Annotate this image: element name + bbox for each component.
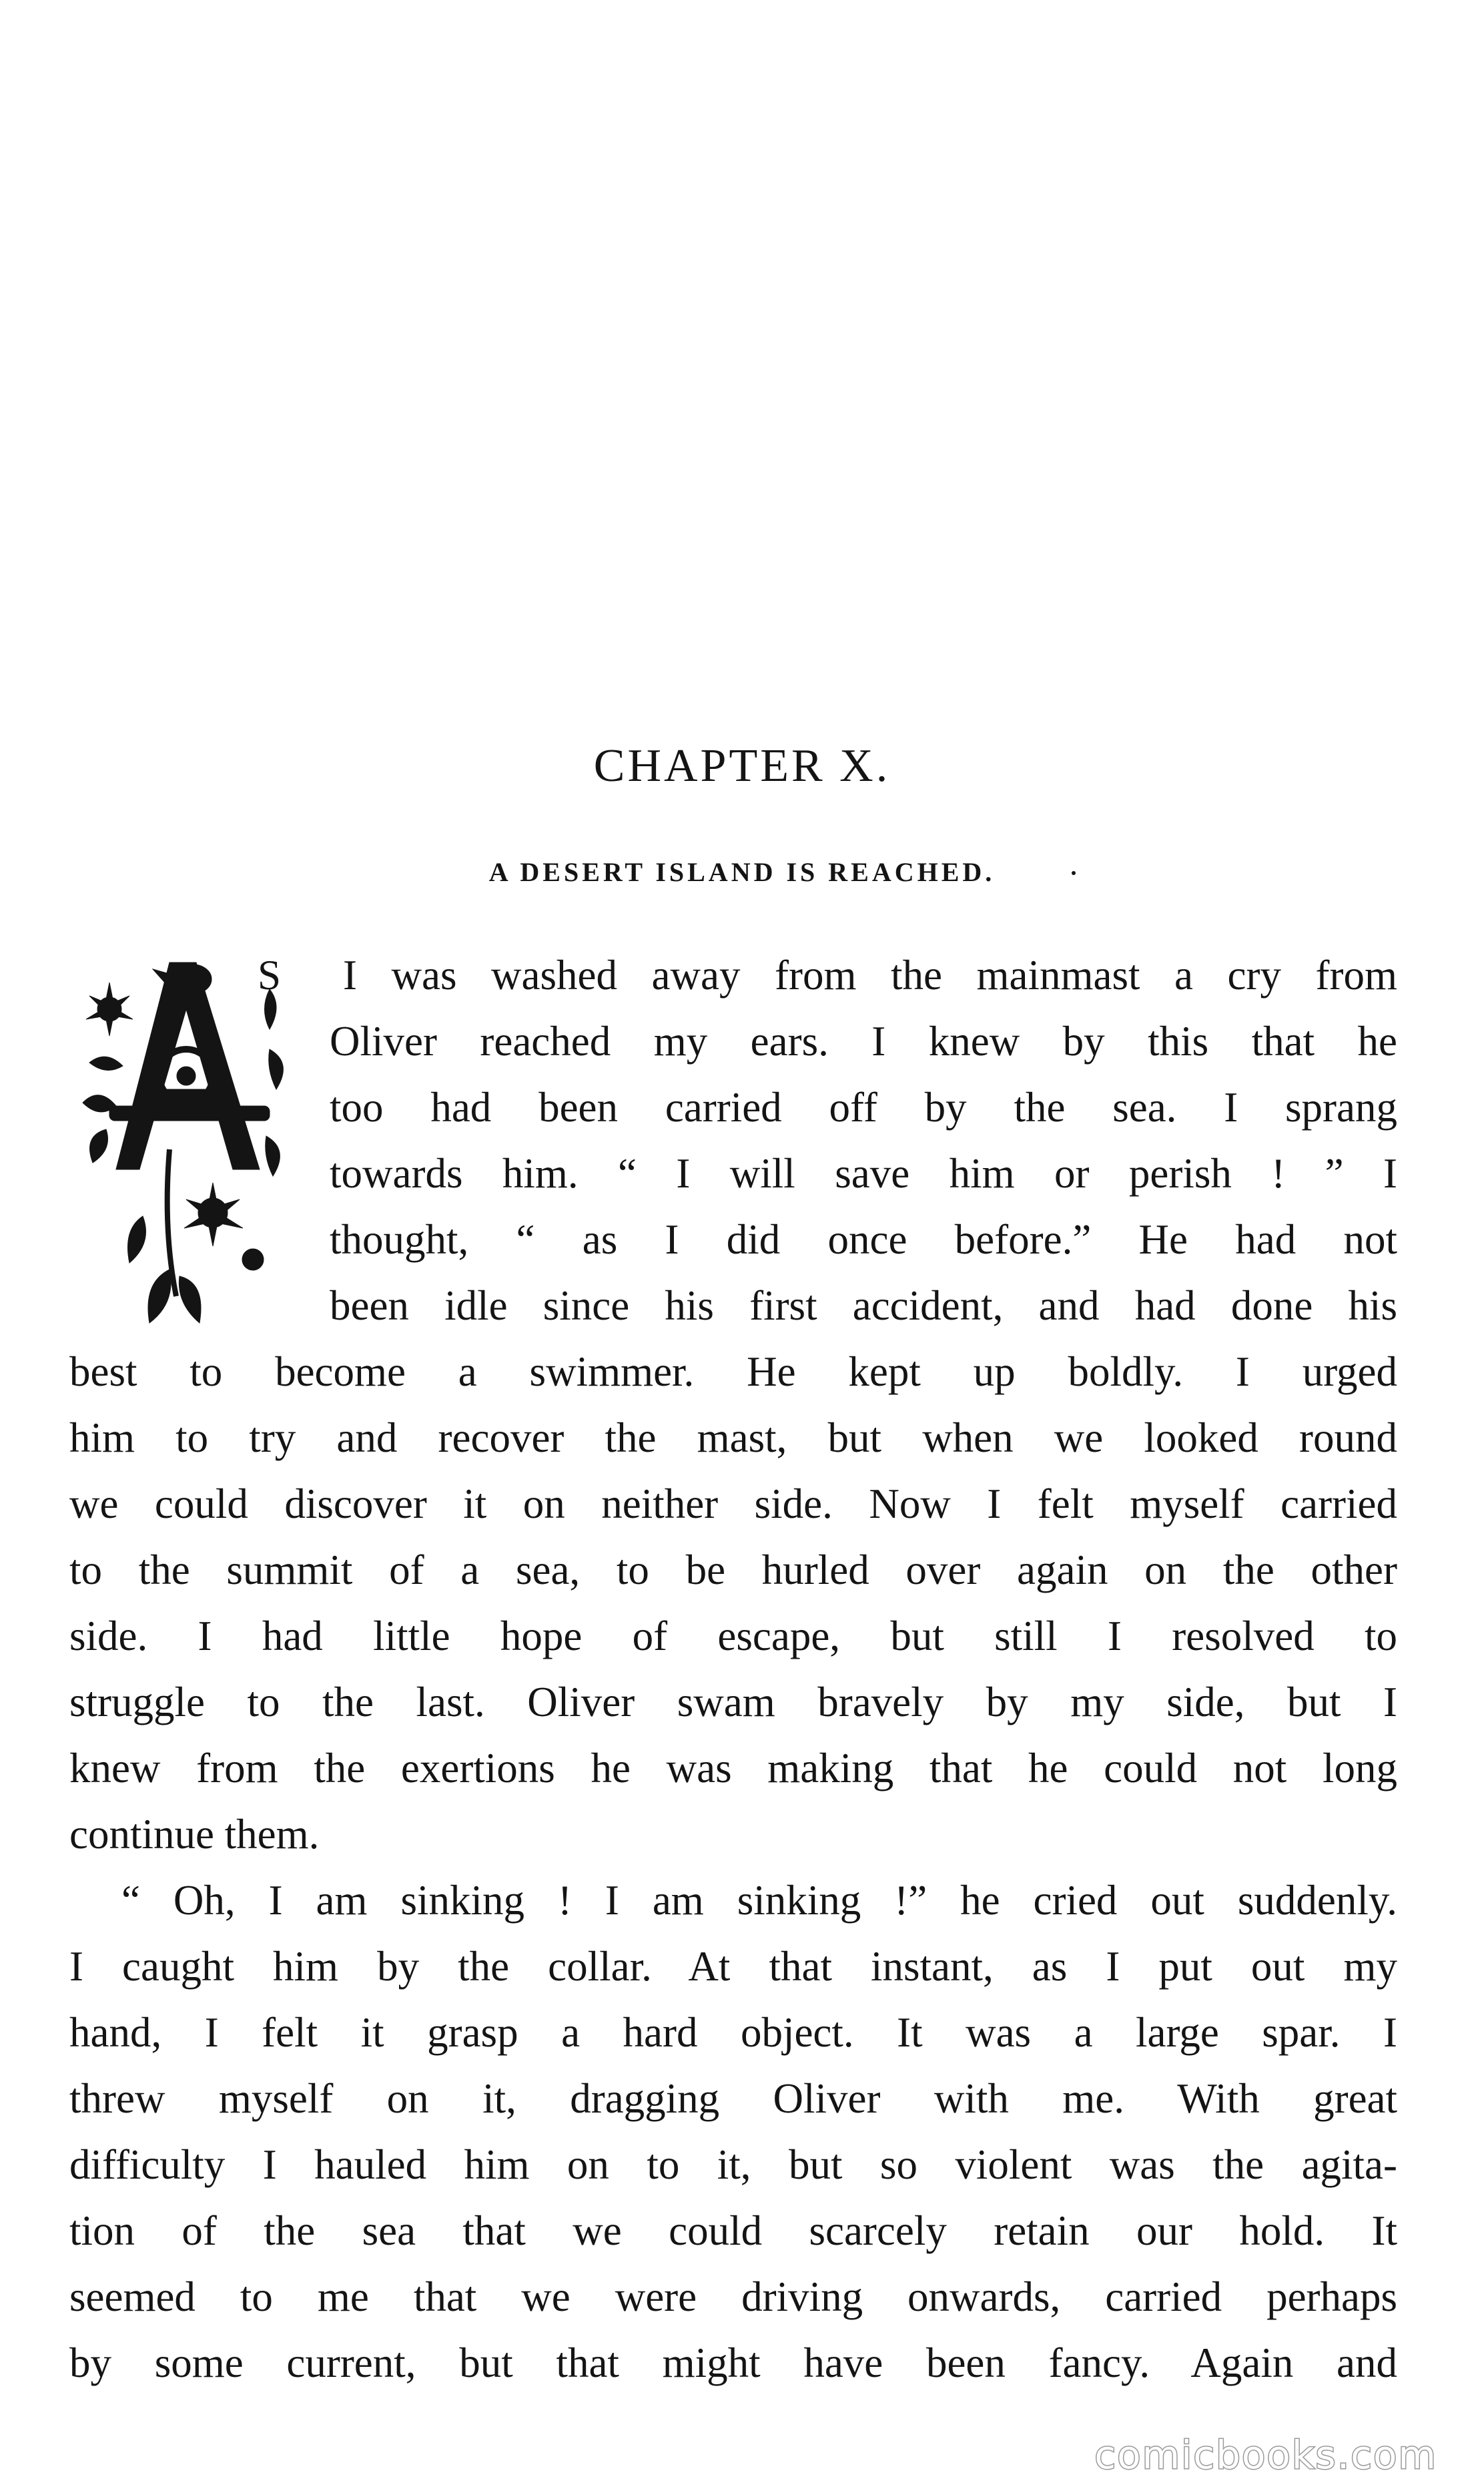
body-text (69, 942, 1397, 2396)
chapter-subtitle: A DESERT ISLAND IS REACHED. (488, 857, 996, 887)
text-line: him to try and recover the mast, but when we looked round (69, 1414, 1397, 1461)
text-line: I caught him by the collar. At that instant, as I put out my (69, 1943, 1397, 1990)
text-line: best to become a swimmer. He kept up boldly. I urged (69, 1348, 1397, 1395)
watermark: comicbooks.com (1094, 2432, 1437, 2478)
print-speck (1072, 871, 1076, 875)
text-line: seemed to me that we were driving onwards, carried perhaps (69, 2273, 1397, 2320)
text-line: knew from the exertions he was making that he could not long (69, 1745, 1397, 1791)
text-line: thought, “ as I did once before.” He had not (330, 1216, 1397, 1263)
paragraph (69, 1868, 1397, 2396)
text-line: towards him. “ I will save him or perish ! ” I (330, 1150, 1397, 1197)
text-line: to the summit of a sea, to be hurled over again on the other (69, 1547, 1397, 1593)
text-line: side. I had little hope of escape, but still I resolved to (69, 1613, 1397, 1659)
text-line: “ Oh, I am sinking ! I am sinking !” he cried out suddenly. (121, 1877, 1397, 1924)
paragraph (69, 942, 1397, 1868)
text-line: been idle since his first accident, and had done his (330, 1282, 1397, 1329)
text-line: by some current, but that might have been fancy. Again and (69, 2339, 1397, 2386)
text-line: continue them. (69, 1811, 320, 1858)
text-line: too had been carried off by the sea. I sprang (330, 1084, 1397, 1131)
dropcap-trailing-letter: S (258, 952, 282, 999)
text-line: hand, I felt it grasp a hard object. It was a large spar. I (69, 2009, 1397, 2056)
text-line: tion of the sea that we could scarcely retain our hold. It (69, 2207, 1397, 2254)
text-line: threw myself on it, dragging Oliver with me. With great (69, 2075, 1397, 2122)
text-line: I was washed away from the mainmast a cry from (343, 952, 1397, 999)
text-line: difficulty I hauled him on to it, but so violent was the agita- (69, 2141, 1397, 2188)
chapter-title: CHAPTER X. (593, 740, 891, 792)
text-line: we could discover it on neither side. Now I felt myself carried (69, 1480, 1397, 1527)
text-line: struggle to the last. Oliver swam bravely by my side, but I (69, 1679, 1397, 1725)
text-line: Oliver reached my ears. I knew by this that he (330, 1018, 1397, 1065)
